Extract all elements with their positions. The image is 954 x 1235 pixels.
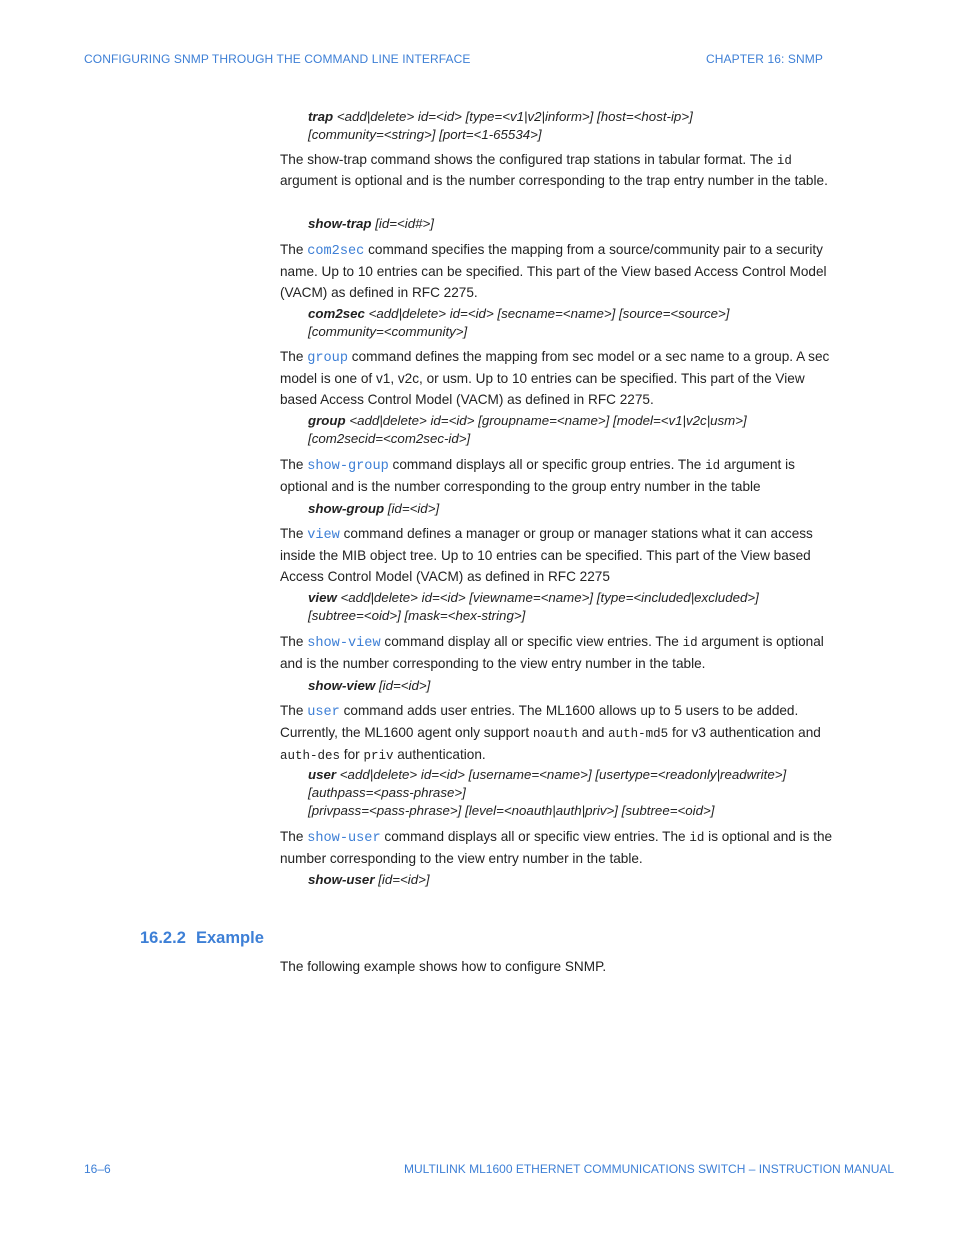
text: The: [280, 457, 308, 472]
syntax-command: trap: [308, 109, 334, 124]
syntax-args: <add|delete> id=<id> [username=<name>] [usertype=<readonly|readwrite>]: [336, 767, 787, 782]
text: command display all or specific view entries. The: [380, 634, 683, 649]
text: authentication.: [393, 746, 486, 762]
show-group-syntax: [308, 500, 848, 518]
inline-code: id: [776, 154, 792, 168]
syntax-command: show-user: [308, 872, 375, 887]
syntax-command: show-trap: [308, 216, 372, 231]
show-group-paragraph: [280, 455, 842, 498]
command-link[interactable]: show-view: [307, 636, 381, 651]
command-link[interactable]: show-user: [307, 831, 381, 846]
show-view-syntax: [308, 677, 848, 695]
text: The: [280, 829, 308, 844]
syntax-command: com2sec: [308, 306, 365, 321]
syntax-args: <add|delete> id=<id> [secname=<name>] [source=<source>]: [364, 306, 730, 321]
syntax-args: [subtree=<oid>] [mask=<hex-string>]: [308, 608, 526, 623]
command-link[interactable]: show-group: [307, 459, 389, 474]
syntax-args: [community=<string>] [port=<1-65534>]: [308, 127, 542, 142]
com2sec-syntax: [308, 305, 848, 341]
group-paragraph: [280, 347, 842, 410]
page-number: 16–6: [84, 1162, 111, 1176]
inline-code: priv: [363, 748, 394, 763]
show-user-syntax: [308, 871, 848, 889]
view-paragraph: [280, 524, 842, 587]
view-syntax: [308, 589, 848, 625]
text: command displays all or specific view entries. The: [380, 829, 690, 844]
inline-code: noauth: [532, 727, 578, 742]
syntax-args: [privpass=<pass-phrase>] [level=<noauth|auth|priv>] [subtree=<oid>]: [308, 803, 715, 818]
command-link[interactable]: group: [307, 351, 348, 366]
text: command displays all or specific group entries. The: [388, 457, 706, 472]
syntax-command: show-view: [308, 678, 376, 693]
command-link[interactable]: view: [307, 528, 340, 543]
group-syntax: [308, 412, 848, 448]
syntax-args: [authpass=<pass-phrase>]: [308, 785, 466, 800]
text: The: [280, 703, 308, 718]
show-view-paragraph: [280, 632, 842, 675]
text: is optional and is the number corresponding to the view entry number in the table.: [280, 829, 833, 867]
text: command adds user entries. The ML1600 allows up to 5 users to be added. Currently, the ML1600 agent only support: [280, 703, 799, 741]
running-header-right: CHAPTER 16: SNMP: [706, 52, 823, 66]
syntax-args: <add|delete> id=<id> [groupname=<name>] [model=<v1|v2c|usm>]: [345, 413, 747, 428]
inline-code: id: [682, 636, 698, 650]
syntax-args: [com2secid=<com2sec-id>]: [308, 431, 471, 446]
user-paragraph: [280, 701, 842, 766]
syntax-args: [id=<id>]: [375, 678, 431, 693]
text: and: [577, 725, 609, 741]
command-link[interactable]: com2sec: [307, 244, 365, 259]
example-paragraph: The following example shows how to configure SNMP.: [280, 959, 607, 974]
text: for v3 authentication and: [668, 725, 821, 741]
show-trap-paragraph: [280, 150, 842, 192]
syntax-command: view: [308, 590, 337, 605]
syntax-args: [id=<id>]: [374, 872, 430, 887]
text: The: [280, 349, 308, 364]
text: argument is optional and is the number corresponding to the group entry number in the table: [280, 457, 795, 495]
command-link[interactable]: user: [307, 705, 340, 720]
text: command defines the mapping from sec model or a sec name to a group. A sec model is one of v1, v2c, or usm. Up to 10 entries can be specified. This part of the View based Access Control Model (VACM) as defined in RFC 2275.: [280, 349, 830, 407]
syntax-args: [community=<community>]: [308, 324, 468, 339]
section-number: 16.2.2: [140, 929, 186, 947]
syntax-args: <add|delete> id=<id> [type=<v1|v2|inform>] [host=<host-ip>]: [333, 109, 693, 124]
syntax-args: <add|delete> id=<id> [viewname=<name>] [type=<included|excluded>]: [336, 590, 759, 605]
syntax-args: [id=<id#>]: [371, 216, 435, 231]
text: argument is optional and is the number corresponding to the view entry number in the table.: [280, 634, 824, 672]
syntax-command: user: [308, 767, 337, 782]
show-user-paragraph: [280, 827, 842, 870]
trap-syntax: [308, 108, 848, 144]
com2sec-paragraph: [280, 240, 842, 303]
user-syntax: [308, 766, 848, 820]
inline-code: auth-des: [280, 748, 341, 763]
inline-code: auth-md5: [608, 727, 669, 742]
text: The: [280, 242, 308, 257]
text: for: [340, 746, 364, 762]
syntax-command: show-group: [308, 501, 385, 516]
syntax-args: [id=<id>]: [384, 501, 440, 516]
text: The show-trap command shows the configured trap stations in tabular format. The: [280, 152, 777, 167]
text: The: [280, 526, 308, 541]
text: command specifies the mapping from a source/community pair to a security name. Up to 10 entries can be specified. This part of the View based Access Control Model (VACM) as defined in RFC 2275.: [280, 242, 827, 300]
inline-code: id: [705, 459, 721, 473]
running-footer: MULTILINK ML1600 ETHERNET COMMUNICATIONS SWITCH – INSTRUCTION MANUAL: [404, 1162, 895, 1176]
text: The: [280, 634, 308, 649]
section-title: Example: [196, 929, 264, 947]
show-trap-syntax: [308, 215, 848, 233]
running-header-left: CONFIGURING SNMP THROUGH THE COMMAND LINE INTERFACE: [84, 52, 471, 66]
inline-code: id: [689, 831, 705, 845]
text: argument is optional and is the number corresponding to the trap entry number in the table.: [280, 173, 828, 189]
text: command defines a manager or group or manager stations what it can access inside the MIB object tree. Up to 10 entries can be specified. This part of the View based Access Control Model (VACM) as defined in RFC 2275: [280, 526, 813, 584]
syntax-command: group: [308, 413, 346, 428]
